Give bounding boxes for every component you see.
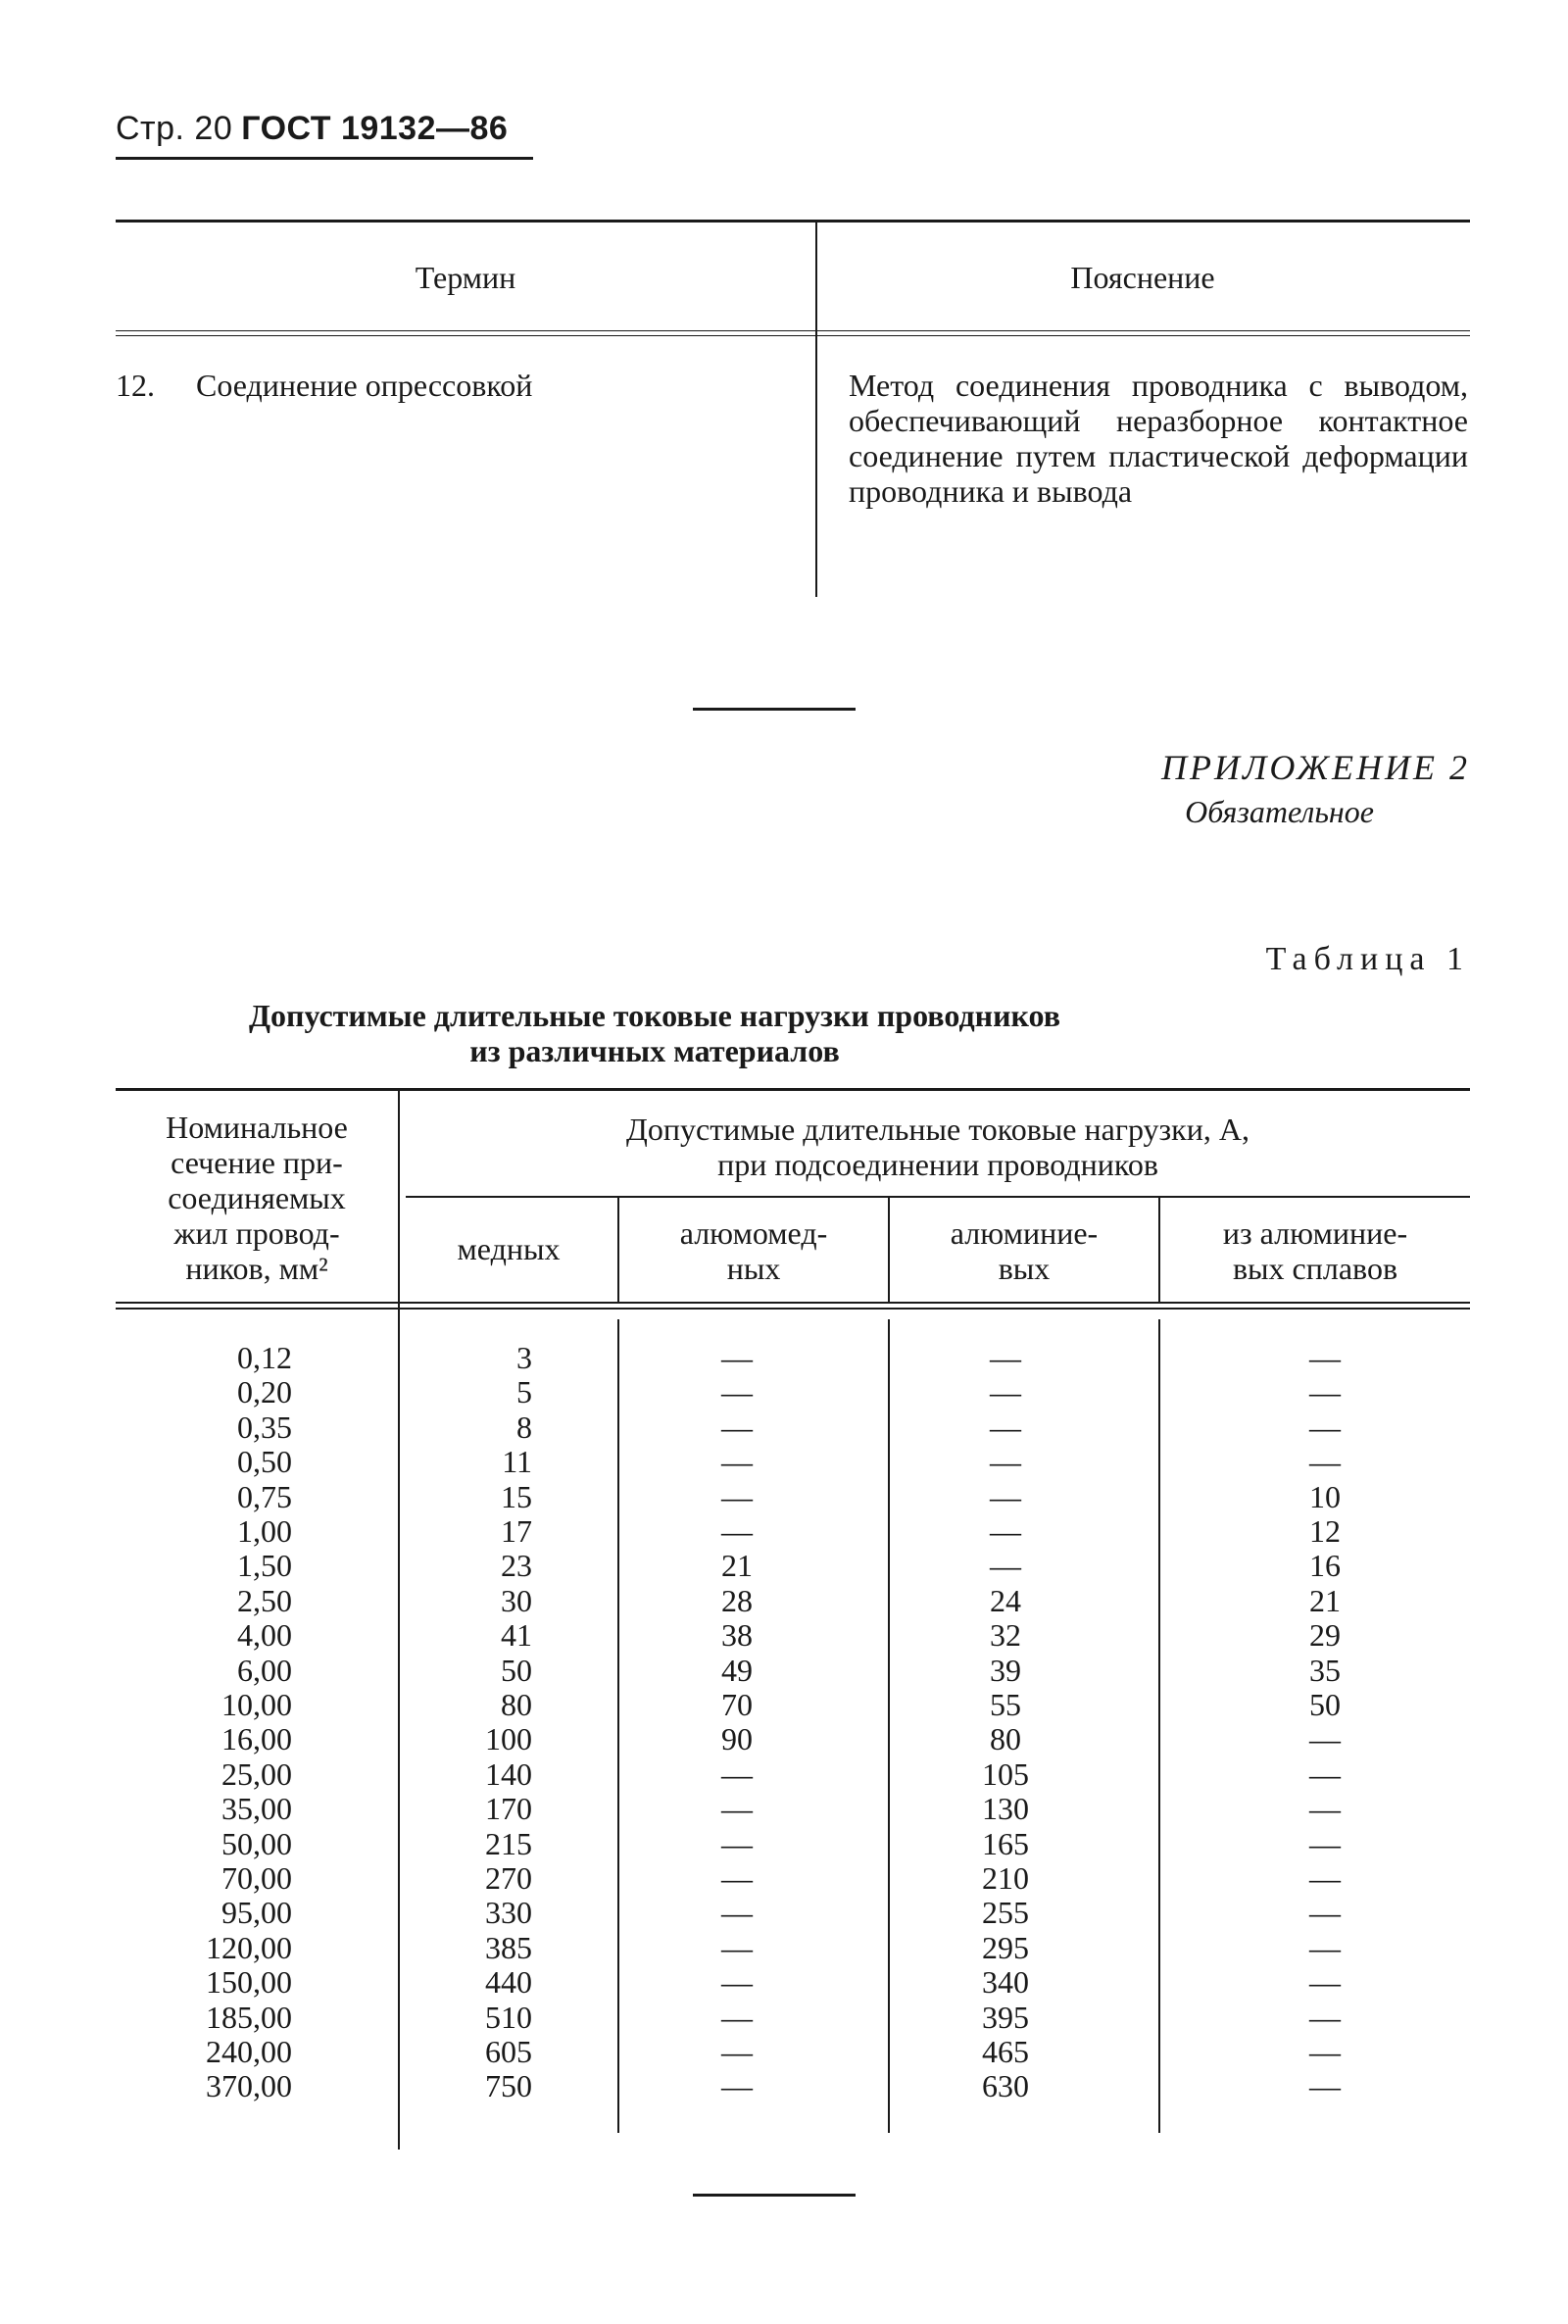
table-cell-cu_al: — <box>721 1860 753 1896</box>
table-cell-al: 210 <box>982 1860 1029 1896</box>
table-cell-al: 295 <box>982 1929 1029 1965</box>
header-al-alloy-line: вых сплавов <box>1232 1251 1398 1286</box>
table-cell-cu_al: 70 <box>721 1687 753 1722</box>
header-rule-2 <box>116 1308 1470 1310</box>
table-cell-copper: 605 <box>485 2034 532 2069</box>
end-divider <box>693 2194 856 2197</box>
header-section <box>116 1110 398 1286</box>
table-cell-al_alloy: — <box>1309 1444 1341 1480</box>
table-cell-section: 0,75 <box>237 1478 292 1514</box>
table-cell-al_alloy: — <box>1309 2034 1341 2069</box>
table-cell-cu_al: — <box>721 1513 753 1549</box>
table-cell-section: 1,50 <box>237 1548 292 1584</box>
header-cu-al-line: алюмомед- <box>679 1215 828 1251</box>
table-cell-copper: 23 <box>501 1548 532 1584</box>
table-cell-al: — <box>990 1478 1021 1514</box>
table-title-line2: из различных материалов <box>469 1033 840 1068</box>
table-cell-section: 50,00 <box>221 1825 292 1861</box>
header-copper: медных <box>457 1231 561 1266</box>
table-cell-copper: 750 <box>485 2068 532 2104</box>
table-cell-al_alloy: — <box>1309 1929 1341 1965</box>
table-cell-al: 630 <box>982 2068 1029 2104</box>
table-cell-cu_al: 90 <box>721 1721 753 1757</box>
table-cell-al: 255 <box>982 1895 1029 1931</box>
table-cell-copper: 3 <box>516 1340 532 1375</box>
table-cell-section: 240,00 <box>206 2034 292 2069</box>
page-header <box>116 110 508 148</box>
appendix-heading <box>1161 747 1470 830</box>
table-cell-section: 10,00 <box>221 1687 292 1722</box>
header-group-line1: Допустимые длительные токовые нагрузки, А, <box>626 1112 1250 1147</box>
table-cell-section: 2,50 <box>237 1582 292 1618</box>
appendix-title: ПРИЛОЖЕНИЕ 2 <box>1161 748 1470 787</box>
table-cell-copper: 80 <box>501 1687 532 1722</box>
table-cell-al: 165 <box>982 1825 1029 1861</box>
table-cell-section: 0,12 <box>237 1340 292 1375</box>
header-group <box>406 1112 1470 1182</box>
table-cell-section: 6,00 <box>237 1652 292 1688</box>
table-cell-section: 1,00 <box>237 1513 292 1549</box>
table-cell-copper: 100 <box>485 1721 532 1757</box>
table-cell-copper: 170 <box>485 1791 532 1827</box>
table-cell-copper: 30 <box>501 1582 532 1618</box>
terms-col-term: Термин <box>415 260 516 295</box>
table-cell-copper: 215 <box>485 1825 532 1861</box>
table-cell-copper: 8 <box>516 1409 532 1445</box>
table-cell-section: 16,00 <box>221 1721 292 1757</box>
table-cell-al: — <box>990 1340 1021 1375</box>
header-al-alloy <box>1160 1215 1470 1286</box>
table-cell-cu_al: — <box>721 1374 753 1410</box>
table-cell-copper: 17 <box>501 1513 532 1549</box>
table-cell-section: 25,00 <box>221 1755 292 1792</box>
table-cell-al_alloy: — <box>1309 1860 1341 1896</box>
table-cell-cu_al: — <box>721 1825 753 1861</box>
table-label: Таблица 1 <box>1265 941 1470 977</box>
table-cell-cu_al: — <box>721 1478 753 1514</box>
header-section-line: жил провод- <box>173 1215 340 1251</box>
table-cell-cu_al: 21 <box>721 1548 753 1584</box>
table-cell-section: 120,00 <box>206 1929 292 1965</box>
table-cell-copper: 41 <box>501 1617 532 1654</box>
terms-col-explanation: Пояснение <box>1070 260 1215 295</box>
header-cu-al <box>619 1215 888 1286</box>
header-section-line: сечение при- <box>171 1145 343 1180</box>
table-title <box>116 998 1194 1068</box>
terms-table <box>116 220 1470 601</box>
table-cell-cu_al: 38 <box>721 1617 753 1654</box>
table-cell-al_alloy: — <box>1309 1721 1341 1757</box>
header-group-line2: при подсоединении проводников <box>717 1147 1158 1182</box>
table-cell-cu_al: 49 <box>721 1652 753 1688</box>
table-cell-al: 55 <box>990 1687 1021 1722</box>
table-cell-al: 395 <box>982 1999 1029 2035</box>
table-cell-al: — <box>990 1548 1021 1584</box>
table-cell-copper: 510 <box>485 1999 532 2035</box>
header-cu-al-line: ных <box>726 1251 781 1286</box>
header-section-line: ников, мм² <box>185 1251 328 1286</box>
table-cell-al_alloy: — <box>1309 1964 1341 2001</box>
standard-code: ГОСТ 19132—86 <box>241 110 509 147</box>
table-cell-cu_al: — <box>721 1791 753 1827</box>
col-divider-4-body <box>1158 1319 1160 2133</box>
table-cell-al_alloy: 50 <box>1309 1687 1341 1722</box>
table-cell-section: 4,00 <box>237 1617 292 1654</box>
table-cell-copper: 330 <box>485 1895 532 1931</box>
table-cell-section: 0,50 <box>237 1444 292 1480</box>
table-cell-al_alloy: 21 <box>1309 1582 1341 1618</box>
table-cell-al_alloy: — <box>1309 1409 1341 1445</box>
table-cell-al: 24 <box>990 1582 1021 1618</box>
table-cell-cu_al: — <box>721 1929 753 1965</box>
page-number: Стр. 20 <box>116 110 233 147</box>
table-cell-al: 39 <box>990 1652 1021 1688</box>
table-cell-section: 70,00 <box>221 1860 292 1896</box>
table-cell-cu_al: — <box>721 1999 753 2035</box>
table-cell-al_alloy: — <box>1309 1999 1341 2035</box>
table-cell-section: 185,00 <box>206 1999 292 2035</box>
table-cell-section: 370,00 <box>206 2068 292 2104</box>
table-cell-cu_al: — <box>721 2068 753 2104</box>
table-cell-al_alloy: 12 <box>1309 1513 1341 1549</box>
header-section-line: Номинальное <box>166 1110 348 1145</box>
table-cell-al: — <box>990 1409 1021 1445</box>
table-cell-al: — <box>990 1513 1021 1549</box>
table-cell-copper: 5 <box>516 1374 532 1410</box>
table-cell-cu_al: — <box>721 1895 753 1931</box>
table-cell-al: 340 <box>982 1964 1029 2001</box>
header-al <box>890 1215 1158 1286</box>
table-cell-al_alloy: 10 <box>1309 1478 1341 1514</box>
appendix-subtitle: Обязательное <box>1185 794 1374 829</box>
table-cell-cu_al: — <box>721 2034 753 2069</box>
table-cell-cu_al: — <box>721 1444 753 1480</box>
section-divider <box>693 708 856 711</box>
table-cell-al_alloy: — <box>1309 1895 1341 1931</box>
table-cell-section: 150,00 <box>206 1964 292 2001</box>
table-cell-al_alloy: — <box>1309 2068 1341 2104</box>
col-divider-3-body <box>888 1319 890 2133</box>
table-cell-al_alloy: — <box>1309 1374 1341 1410</box>
table-cell-al: 80 <box>990 1721 1021 1757</box>
table-cell-al: 465 <box>982 2034 1029 2069</box>
table-cell-al: 130 <box>982 1791 1029 1827</box>
table-cell-cu_al: — <box>721 1964 753 2001</box>
table-cell-copper: 11 <box>502 1444 532 1480</box>
header-al-alloy-line: из алюминие- <box>1222 1215 1408 1251</box>
terms-row <box>116 336 1470 601</box>
table-cell-al: 32 <box>990 1617 1021 1654</box>
table-cell-copper: 385 <box>485 1929 532 1965</box>
table-cell-al_alloy: — <box>1309 1340 1341 1375</box>
table-cell-al_alloy: — <box>1309 1825 1341 1861</box>
table-cell-al_alloy: — <box>1309 1755 1341 1792</box>
table-cell-copper: 50 <box>501 1652 532 1688</box>
table-cell-section: 35,00 <box>221 1791 292 1827</box>
table-cell-al_alloy: — <box>1309 1791 1341 1827</box>
header-section-line: соединяемых <box>168 1180 346 1215</box>
table-cell-cu_al: — <box>721 1409 753 1445</box>
header-al-line: вых <box>998 1251 1051 1286</box>
table-cell-copper: 140 <box>485 1755 532 1792</box>
term-name: Соединение опрессовкой <box>196 368 533 403</box>
table-cell-al: — <box>990 1374 1021 1410</box>
header-underline <box>116 157 533 160</box>
table-cell-al_alloy: 16 <box>1309 1548 1341 1584</box>
table-cell-section: 95,00 <box>221 1895 292 1931</box>
table-top-rule <box>116 1088 1470 1091</box>
table-cell-al_alloy: 35 <box>1309 1652 1341 1688</box>
table-cell-cu_al: 28 <box>721 1582 753 1618</box>
table-cell-section: 0,35 <box>237 1409 292 1445</box>
table-cell-al: 105 <box>982 1755 1029 1792</box>
header-al-line: алюминие- <box>950 1215 1099 1251</box>
table-cell-al: — <box>990 1444 1021 1480</box>
term-number: 12. <box>116 368 155 403</box>
table-cell-copper: 440 <box>485 1964 532 2001</box>
table-cell-cu_al: — <box>721 1755 753 1792</box>
table-cell-cu_al: — <box>721 1340 753 1375</box>
col-divider-2-body <box>617 1319 619 2133</box>
table-cell-al_alloy: 29 <box>1309 1617 1341 1654</box>
term-explanation: Метод соединения проводника с выводом, обеспечивающий неразборное контактное соединение путем пластической деформации проводника и вывода <box>849 368 1468 509</box>
current-load-table <box>116 1088 1470 2151</box>
table-cell-copper: 270 <box>485 1860 532 1896</box>
terms-header-row <box>116 223 1470 330</box>
group-header-rule <box>406 1196 1470 1198</box>
table-cell-copper: 15 <box>501 1478 532 1514</box>
header-rule-1 <box>116 1302 1470 1304</box>
table-cell-section: 0,20 <box>237 1374 292 1410</box>
table-title-line1: Допустимые длительные токовые нагрузки проводников <box>248 998 1060 1033</box>
